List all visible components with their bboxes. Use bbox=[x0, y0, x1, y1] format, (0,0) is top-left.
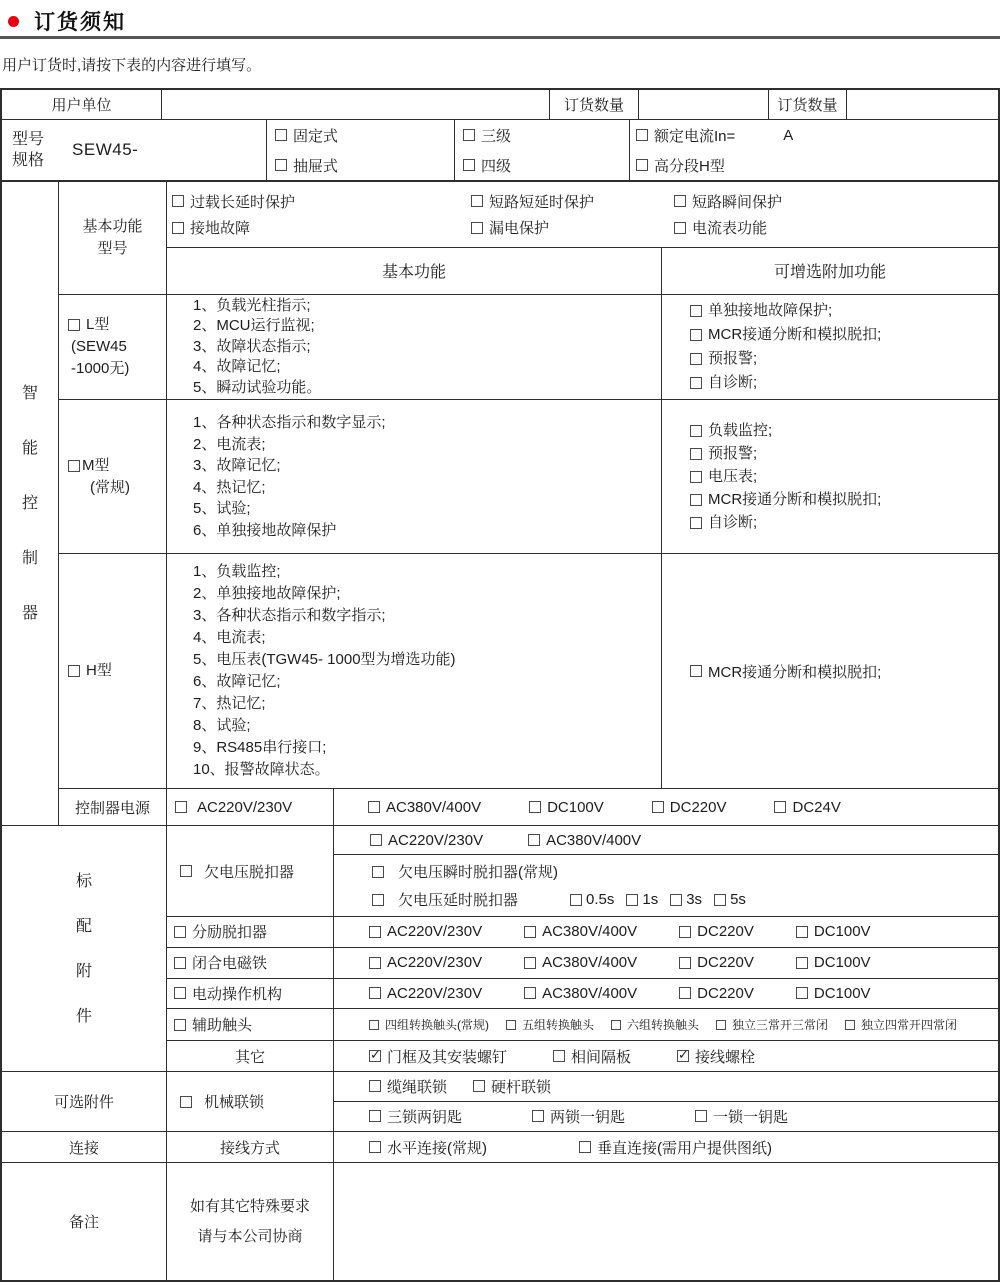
checkbox[interactable] bbox=[471, 222, 483, 234]
rated-current-cell bbox=[630, 120, 998, 180]
mount-drawer-option[interactable]: 抽屉式 bbox=[275, 155, 338, 176]
checkbox[interactable] bbox=[714, 894, 726, 906]
delay-options bbox=[570, 891, 746, 908]
voltage-option[interactable]: DC220V bbox=[679, 954, 754, 971]
checkbox[interactable] bbox=[796, 926, 808, 938]
aux-option[interactable]: 五组转换触头 bbox=[506, 1016, 594, 1033]
checkbox[interactable] bbox=[690, 353, 702, 365]
checkbox[interactable] bbox=[471, 195, 483, 207]
delay-option[interactable]: 0.5s bbox=[570, 891, 614, 908]
checkbox[interactable] bbox=[579, 1141, 591, 1153]
type-l-cell: L型 (SEW45 -1000无) bbox=[59, 295, 167, 399]
voltage-option[interactable]: AC380V/400V bbox=[528, 832, 641, 849]
type-m-addons bbox=[662, 400, 998, 554]
checkbox[interactable] bbox=[369, 1050, 381, 1062]
checkbox[interactable] bbox=[690, 448, 702, 460]
type-l-addons bbox=[662, 295, 998, 399]
checkbox[interactable] bbox=[690, 517, 702, 529]
voltage-option[interactable]: AC380V/400V bbox=[524, 954, 637, 971]
poles-three-option[interactable]: 三级 bbox=[463, 125, 511, 146]
connection-label: 连接 bbox=[2, 1132, 167, 1162]
three-lock-option[interactable]: 三锁两钥匙 bbox=[369, 1106, 462, 1127]
lock-key-options bbox=[334, 1102, 998, 1131]
checkbox[interactable] bbox=[716, 1020, 726, 1030]
type-m-cell: M型 (常规) bbox=[59, 400, 167, 554]
vertical-connection-option[interactable]: 垂直连接(需用户提供图纸) bbox=[579, 1137, 772, 1158]
checkbox[interactable] bbox=[553, 1050, 565, 1062]
remark-note: 如有其它特殊要求 请与本公司协商 bbox=[167, 1163, 334, 1280]
checkbox[interactable] bbox=[690, 494, 702, 506]
checkbox[interactable] bbox=[677, 1050, 689, 1062]
mechanical-interlock-option[interactable]: 机械联锁 bbox=[167, 1072, 334, 1131]
poles-four-option[interactable]: 四级 bbox=[463, 155, 511, 176]
model-spec-label: 型号 规格 bbox=[12, 131, 45, 169]
delay-option[interactable]: 3s bbox=[670, 891, 702, 908]
addon-option[interactable]: 单独接地故障保护; bbox=[690, 299, 832, 323]
addon-option[interactable]: 自诊断; bbox=[690, 511, 757, 534]
addon-option[interactable]: 预报警; bbox=[690, 442, 757, 465]
checkbox[interactable] bbox=[845, 1020, 855, 1030]
checkbox[interactable] bbox=[524, 957, 536, 969]
checkbox[interactable] bbox=[528, 834, 540, 846]
voltage-option[interactable]: AC220V/230V bbox=[370, 832, 483, 849]
checkbox[interactable] bbox=[372, 866, 384, 878]
bullet-icon bbox=[8, 16, 19, 27]
aux-option[interactable]: 独立三常开三常闭 bbox=[716, 1016, 828, 1033]
checkbox[interactable] bbox=[674, 195, 686, 207]
standard-section-label: 标配附件 bbox=[2, 826, 167, 1071]
checkbox[interactable] bbox=[174, 987, 186, 999]
addon-option[interactable]: 电压表; bbox=[690, 465, 757, 488]
aux-option[interactable]: 独立四常开四常闭 bbox=[845, 1016, 957, 1033]
other-label: 其它 bbox=[167, 1041, 334, 1071]
checkbox[interactable] bbox=[369, 987, 381, 999]
voltage-option[interactable]: AC220V/230V bbox=[369, 954, 482, 971]
row-user-unit bbox=[2, 90, 998, 120]
addon-option[interactable]: 负载监控; bbox=[690, 419, 772, 442]
cable-interlock-option[interactable]: 缆绳联锁 bbox=[369, 1076, 447, 1097]
type-h-functions: 1、负载监控; 2、单独接地故障保护; 3、各种状态指示和数字指示; 4、电流表; 5、电压表(TGW45- 1000型为增选功能) 6、故障记忆; 7、热记忆; 8、试验; 9、RS485串行接口; 10、报警故障状态。 bbox=[167, 554, 662, 788]
page-header bbox=[0, 0, 1000, 32]
type-l-option[interactable]: L型 bbox=[68, 314, 109, 336]
row-type-m bbox=[59, 400, 998, 555]
checkbox[interactable] bbox=[690, 329, 702, 341]
checkbox[interactable] bbox=[369, 1110, 381, 1122]
row-undervoltage bbox=[167, 826, 998, 917]
checkbox[interactable] bbox=[529, 801, 541, 813]
motor-voltage-options bbox=[334, 979, 998, 1009]
row-motor-operator bbox=[167, 979, 998, 1010]
checkbox[interactable] bbox=[172, 195, 184, 207]
undervoltage-option[interactable]: 欠电压脱扣器 bbox=[167, 826, 334, 916]
checkbox[interactable] bbox=[174, 957, 186, 969]
checkbox[interactable] bbox=[506, 1020, 516, 1030]
order-form-table bbox=[0, 88, 1000, 1282]
checkbox[interactable] bbox=[369, 957, 381, 969]
checkbox[interactable] bbox=[68, 319, 80, 331]
aux-option[interactable]: 四组转换触头(常规) bbox=[369, 1016, 489, 1033]
undervoltage-delayed-option[interactable]: 欠电压延时脱扣器 0.5s 1s 3s 5s bbox=[372, 889, 746, 910]
user-unit-label: 用户单位 bbox=[2, 90, 162, 119]
protection-ground-fault-option[interactable]: 接地故障 bbox=[172, 217, 471, 238]
page-title: 订货须知 bbox=[34, 11, 126, 34]
type-m-functions: 1、各种状态指示和数字显示; 2、电流表; 3、故障记忆; 4、热记忆; 5、试验; 6、单独接地故障保护 bbox=[167, 400, 662, 554]
undervoltage-voltages bbox=[334, 826, 998, 855]
ampere-unit: A bbox=[783, 126, 794, 144]
checkbox[interactable] bbox=[369, 1141, 381, 1153]
mount-type-cell bbox=[267, 120, 455, 180]
voltage-option[interactable]: AC380V/400V bbox=[524, 923, 637, 940]
closing-voltage-options bbox=[334, 948, 998, 978]
undervoltage-instant-option[interactable]: 欠电压瞬时脱扣器(常规) bbox=[372, 861, 558, 882]
checkbox[interactable] bbox=[796, 987, 808, 999]
type-l-functions: 1、负载光柱指示; 2、MCU运行监视; 3、故障状态指示; 4、故障记忆; 5、瞬动试验功能。 bbox=[167, 295, 662, 399]
order-qty-label-1: 订货数量 bbox=[550, 90, 639, 119]
voltage-option[interactable]: AC220V/230V bbox=[369, 923, 482, 940]
protection-overload-option[interactable]: 过载长延时保护 bbox=[172, 191, 471, 212]
voltage-option[interactable]: DC220V bbox=[679, 985, 754, 1002]
protection-short-delay-option[interactable]: 短路短延时保护 bbox=[471, 191, 674, 212]
rod-interlock-option[interactable]: 硬杆联锁 bbox=[473, 1076, 551, 1097]
row-auxiliary-contacts bbox=[167, 1009, 998, 1041]
rated-current-option[interactable]: 额定电流In= A bbox=[636, 125, 793, 146]
checkbox[interactable] bbox=[175, 801, 187, 813]
remark-label: 备注 bbox=[2, 1163, 167, 1280]
voltage-option[interactable]: DC100V bbox=[796, 954, 871, 971]
voltage-option[interactable]: DC220V bbox=[679, 923, 754, 940]
power-option[interactable]: DC100V bbox=[529, 799, 604, 816]
checkbox[interactable] bbox=[670, 894, 682, 906]
power-option[interactable]: DC220V bbox=[652, 799, 727, 816]
mount-fixed-option[interactable]: 固定式 bbox=[275, 125, 338, 146]
row-model-spec bbox=[2, 120, 998, 182]
checkbox[interactable] bbox=[463, 159, 475, 171]
phase-barrier-option[interactable]: 相间隔板 bbox=[553, 1046, 631, 1067]
optional-section-label: 可选附件 bbox=[2, 1072, 167, 1131]
checkbox[interactable] bbox=[690, 305, 702, 317]
checkbox[interactable] bbox=[690, 377, 702, 389]
voltage-option[interactable]: AC220V/230V bbox=[369, 985, 482, 1002]
checkbox[interactable] bbox=[275, 129, 287, 141]
auxiliary-contacts-option[interactable]: 辅助触头 bbox=[167, 1009, 334, 1040]
protection-ammeter-option[interactable]: 电流表功能 bbox=[674, 217, 767, 238]
power-options bbox=[334, 789, 998, 825]
undervoltage-types bbox=[334, 855, 998, 916]
power-option[interactable]: AC380V/400V bbox=[368, 799, 481, 816]
function-column-headers bbox=[167, 248, 998, 294]
checkbox[interactable] bbox=[68, 460, 80, 472]
addon-option[interactable]: 自诊断; bbox=[690, 371, 757, 395]
intro-text: 用户订货时,请按下表的内容进行填写。 bbox=[2, 57, 262, 74]
power-primary-option[interactable]: AC220V/230V bbox=[167, 789, 334, 825]
type-h-option[interactable]: H型 bbox=[68, 660, 112, 682]
checkbox[interactable] bbox=[532, 1110, 544, 1122]
row-other-accessories bbox=[167, 1041, 998, 1071]
motor-operator-option[interactable]: 电动操作机构 bbox=[167, 979, 334, 1009]
checkbox[interactable] bbox=[679, 987, 691, 999]
aux-option[interactable]: 六组转换触头 bbox=[611, 1016, 699, 1033]
controller-power-label: 控制器电源 bbox=[59, 789, 167, 825]
checkbox[interactable] bbox=[370, 834, 382, 846]
checkbox[interactable] bbox=[463, 129, 475, 141]
model-spec-cell bbox=[2, 120, 267, 180]
user-unit-input[interactable] bbox=[162, 90, 550, 119]
checkbox[interactable] bbox=[180, 865, 192, 877]
checkbox[interactable] bbox=[369, 1080, 381, 1092]
wiring-method-label: 接线方式 bbox=[167, 1132, 334, 1162]
checkbox[interactable] bbox=[174, 1019, 186, 1031]
terminal-screw-option[interactable]: ✓ 接线螺栓 bbox=[677, 1046, 755, 1067]
order-qty-label-2: 订货数量 bbox=[769, 90, 847, 119]
one-lock-option[interactable]: 一锁一钥匙 bbox=[695, 1106, 788, 1127]
order-qty-input-1[interactable] bbox=[639, 90, 769, 119]
checkbox[interactable] bbox=[636, 159, 648, 171]
addon-option[interactable]: MCR接通分断和模拟脱扣; bbox=[690, 323, 881, 347]
addon-option[interactable]: MCR接通分断和模拟脱扣; bbox=[690, 488, 881, 511]
checkbox[interactable] bbox=[636, 129, 648, 141]
closing-electromagnet-option[interactable]: 闭合电磁铁 bbox=[167, 948, 334, 978]
checkbox[interactable] bbox=[774, 801, 786, 813]
checkbox[interactable] bbox=[690, 665, 702, 677]
checkbox[interactable] bbox=[275, 159, 287, 171]
horizontal-connection-option[interactable]: 水平连接(常规) bbox=[369, 1137, 487, 1158]
type-h-addons bbox=[662, 554, 998, 788]
header-divider bbox=[0, 36, 1000, 39]
checkbox[interactable] bbox=[652, 801, 664, 813]
auxiliary-contact-options bbox=[334, 1009, 998, 1040]
voltage-option[interactable]: AC380V/400V bbox=[524, 985, 637, 1002]
row-closing-electromagnet bbox=[167, 948, 998, 979]
checkbox[interactable] bbox=[68, 665, 80, 677]
row-basic-function-model bbox=[59, 182, 998, 295]
basic-function-header: 基本功能 bbox=[167, 248, 662, 294]
checkbox[interactable] bbox=[369, 926, 381, 938]
checkbox[interactable] bbox=[626, 894, 638, 906]
row-shunt-release bbox=[167, 917, 998, 948]
delay-option[interactable]: 1s bbox=[626, 891, 658, 908]
checkbox[interactable] bbox=[695, 1110, 707, 1122]
controller-section-label: 智能控制器 bbox=[2, 182, 59, 825]
protection-instant-option[interactable]: 短路瞬间保护 bbox=[674, 191, 782, 212]
shunt-voltage-options bbox=[334, 917, 998, 947]
section-standard-accessories bbox=[2, 826, 998, 1072]
delay-option[interactable]: 5s bbox=[714, 891, 746, 908]
row-type-h bbox=[59, 554, 998, 789]
protection-options bbox=[167, 182, 998, 248]
checkbox[interactable] bbox=[796, 957, 808, 969]
checkbox[interactable] bbox=[369, 1020, 379, 1030]
checkbox[interactable] bbox=[524, 987, 536, 999]
checkbox[interactable] bbox=[674, 222, 686, 234]
addon-option[interactable]: 预报警; bbox=[690, 347, 757, 371]
interlock-type-options bbox=[334, 1072, 998, 1102]
protection-leakage-option[interactable]: 漏电保护 bbox=[471, 217, 674, 238]
shunt-release-option[interactable]: 分励脱扣器 bbox=[167, 917, 334, 947]
basic-function-model-label: 基本功能 型号 bbox=[59, 182, 167, 294]
poles-cell bbox=[455, 120, 630, 180]
row-type-l bbox=[59, 295, 998, 400]
voltage-option[interactable]: DC100V bbox=[796, 923, 871, 940]
order-qty-input-2[interactable] bbox=[847, 90, 998, 119]
section-connection bbox=[2, 1132, 998, 1163]
model-prefix[interactable]: SEW45- bbox=[72, 140, 139, 159]
checkbox[interactable] bbox=[524, 926, 536, 938]
door-frame-option[interactable]: ✓ 门框及其安装螺钉 bbox=[369, 1046, 507, 1067]
checkbox[interactable] bbox=[368, 801, 380, 813]
section-intelligent-controller bbox=[2, 182, 998, 826]
voltage-option[interactable]: DC100V bbox=[796, 985, 871, 1002]
two-lock-option[interactable]: 两锁一钥匙 bbox=[532, 1106, 625, 1127]
other-options bbox=[334, 1041, 998, 1071]
checkbox[interactable] bbox=[690, 425, 702, 437]
row-controller-power bbox=[59, 789, 998, 825]
type-m-option[interactable]: M型 bbox=[68, 455, 110, 477]
checkbox[interactable] bbox=[174, 926, 186, 938]
checkbox[interactable] bbox=[679, 957, 691, 969]
section-optional-accessories bbox=[2, 1072, 998, 1132]
checkbox[interactable] bbox=[679, 926, 691, 938]
high-segment-option[interactable]: 高分段H型 bbox=[636, 155, 725, 176]
power-option[interactable]: DC24V bbox=[774, 799, 840, 816]
connection-options bbox=[334, 1132, 998, 1162]
checkbox[interactable] bbox=[172, 222, 184, 234]
checkbox[interactable] bbox=[611, 1020, 621, 1030]
type-h-cell bbox=[59, 554, 167, 788]
checkbox[interactable] bbox=[372, 894, 384, 906]
checkbox[interactable] bbox=[180, 1096, 192, 1108]
addon-option[interactable]: MCR接通分断和模拟脱扣; bbox=[690, 661, 881, 682]
remark-input[interactable] bbox=[334, 1163, 998, 1280]
checkbox[interactable] bbox=[690, 471, 702, 483]
checkbox[interactable] bbox=[473, 1080, 485, 1092]
addon-function-header: 可增选附加功能 bbox=[773, 264, 886, 282]
checkbox[interactable] bbox=[570, 894, 582, 906]
section-remark bbox=[2, 1163, 998, 1280]
